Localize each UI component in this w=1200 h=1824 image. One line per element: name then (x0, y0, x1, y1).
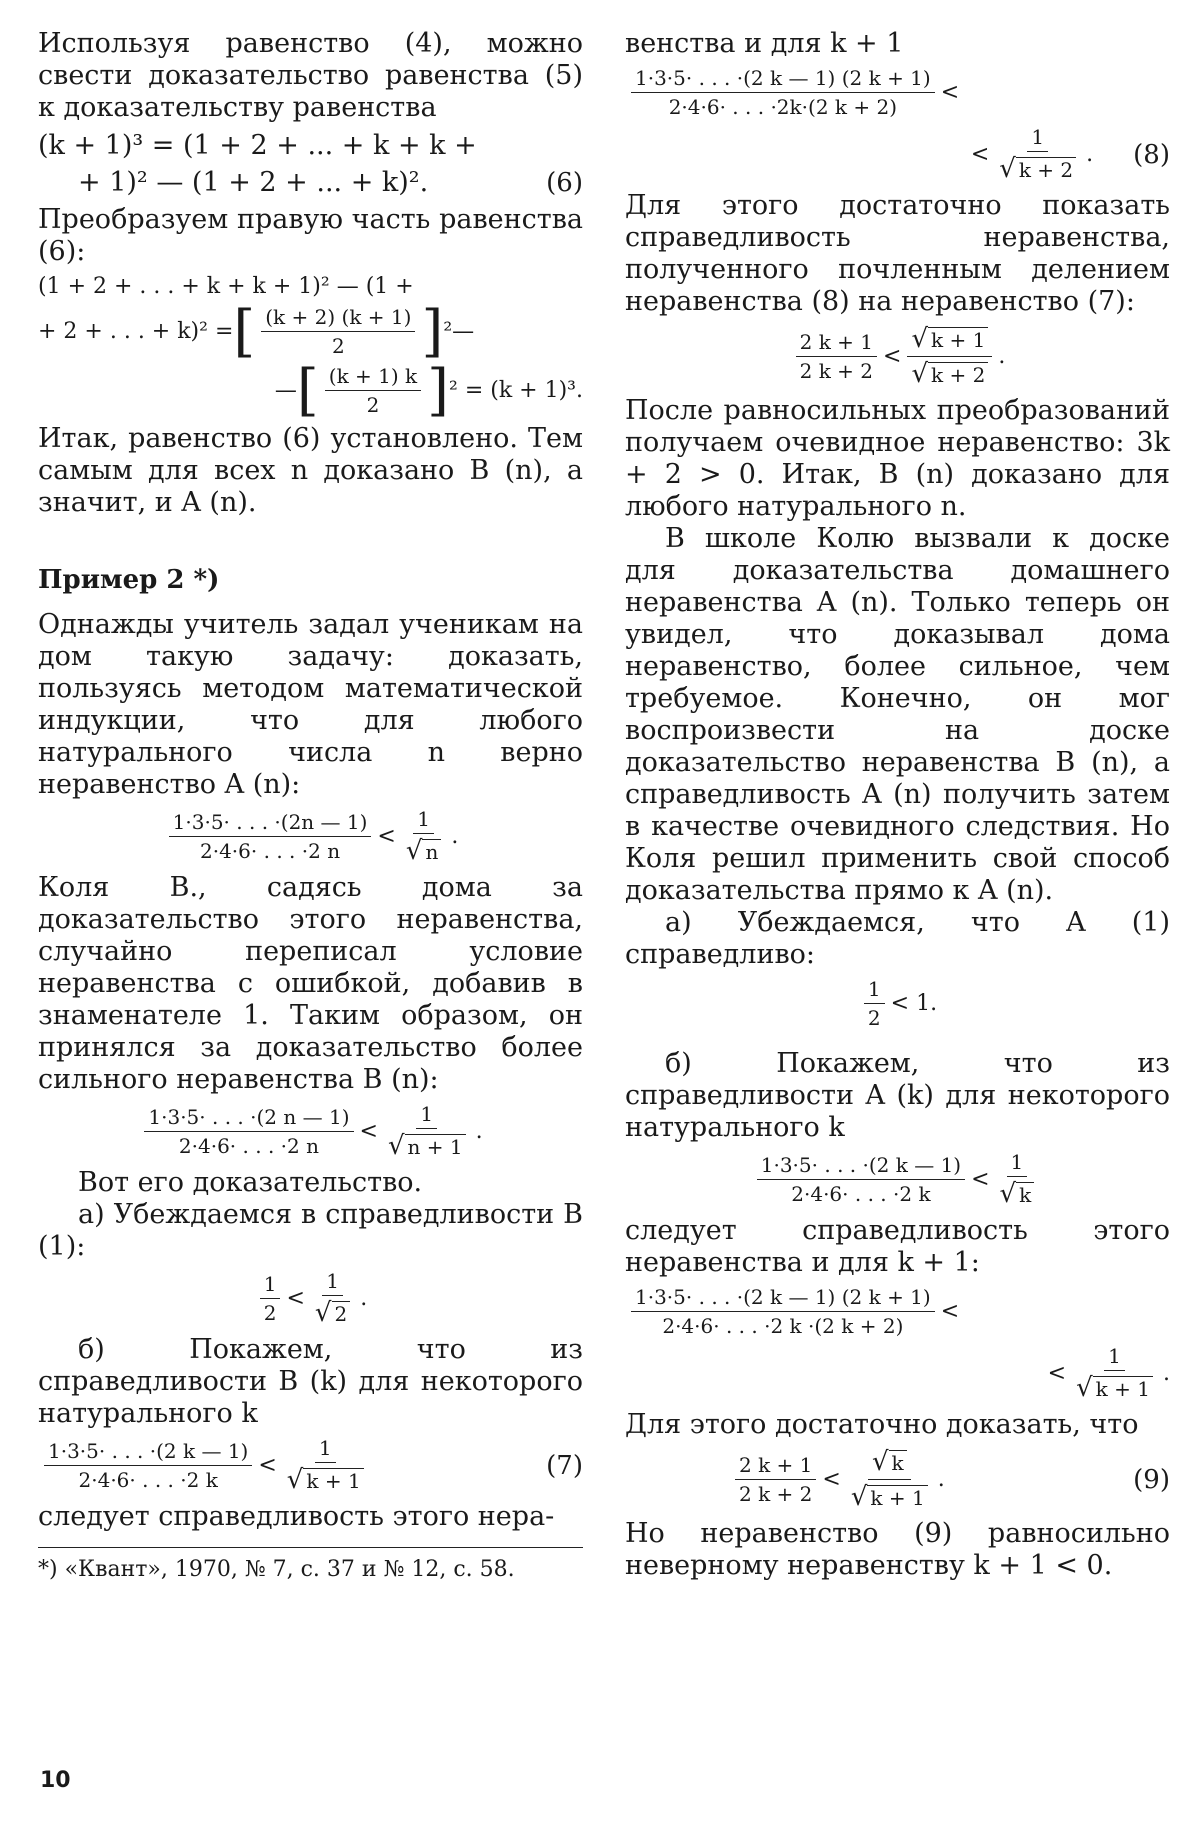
numerator: (k + 1) k (325, 364, 421, 391)
denominator: 2 (366, 393, 380, 417)
period: . (937, 1467, 945, 1492)
denominator: 2 k + 2 (799, 359, 874, 383)
denominator (847, 1480, 932, 1512)
numerator: 1 (260, 1272, 281, 1299)
less-than-sign: < (883, 344, 902, 369)
paragraph: а) Убеждаемся в справедливости B (1): (38, 1199, 583, 1262)
numerator: 1 (416, 1102, 437, 1129)
numerator: 1·3·5· . . . ·(2 k — 1) (2 k + 1) (631, 66, 935, 93)
period: . (998, 344, 1006, 369)
numerator: 1·3·5· . . . ·(2 n — 1) (144, 1105, 353, 1132)
denominator: 2·4·6· . . . ·2 n (178, 1134, 319, 1158)
fraction (631, 66, 935, 119)
period: . (451, 824, 459, 849)
radicand: k + 1 (303, 1468, 363, 1493)
fraction (260, 1272, 281, 1325)
less-than-sign: < (970, 142, 990, 167)
denominator: 2 k + 2 (739, 1482, 813, 1506)
sqrt-icon: √ (286, 1465, 304, 1495)
numerator: 1·3·5· . . . ·(2 k — 1) (2 k + 1) (631, 1285, 935, 1312)
denominator (311, 1296, 354, 1328)
less-than-sign: < (377, 824, 396, 849)
inequality-9 (625, 1447, 1170, 1512)
equation-tail: ² = (k + 1)³. (449, 378, 583, 403)
numerator: 2 k + 1 (735, 1453, 816, 1480)
paragraph: а) Убеждаемся, что A (1) справедливо: (625, 907, 1170, 970)
numerator: 1·3·5· . . . ·(2 k — 1) (44, 1439, 252, 1466)
less-than-sign: < (258, 1453, 277, 1478)
fraction (907, 324, 992, 389)
inequality-Ak (625, 1150, 1170, 1209)
inequality-B1 (38, 1269, 583, 1328)
fraction (169, 810, 372, 863)
radicand: n + 1 (405, 1134, 466, 1159)
less-than-sign: < (822, 1467, 841, 1492)
less-than-sign: < (971, 1167, 990, 1192)
numerator: 1 (322, 1269, 343, 1296)
paragraph: Для этого достаточно доказать, что (625, 1409, 1139, 1440)
denominator: 2·4·6· . . . ·2 n (200, 839, 341, 863)
left-column (38, 28, 583, 1584)
fraction (757, 1153, 965, 1206)
equation-6-cont (38, 167, 583, 198)
period: . (360, 1286, 368, 1311)
inequality-Ak1-rhs (625, 1344, 1170, 1403)
fraction (325, 364, 421, 417)
footnote-rule (38, 1547, 583, 1548)
sqrt-icon: √ (911, 324, 929, 354)
denominator (283, 1463, 368, 1495)
bracket-open: [ (233, 298, 256, 364)
numerator: 1·3·5· . . . ·(2 k — 1) (757, 1153, 965, 1180)
numerator: 1 (413, 807, 434, 834)
radicand: n (422, 839, 441, 864)
radicand: k + 1 (1093, 1376, 1153, 1401)
inequality-A1 (625, 977, 1170, 1030)
radicand: k + 2 (928, 362, 988, 387)
inequality-7 (38, 1436, 583, 1495)
inequality-B (38, 1102, 583, 1161)
denominator: 2 (331, 334, 345, 358)
less-than-sign: < (359, 1119, 378, 1144)
denominator: 2 (263, 1301, 277, 1325)
period: . (1086, 142, 1094, 167)
sqrt-icon: √ (850, 1482, 868, 1512)
numerator: (k + 2) (k + 1) (261, 305, 415, 332)
equation-tail: ²— (443, 319, 475, 344)
sqrt-icon: √ (314, 1298, 332, 1328)
less-than-sign: < (1047, 1361, 1067, 1386)
sqrt-icon: √ (999, 154, 1016, 184)
radicand: k + 2 (1016, 157, 1076, 182)
denominator (402, 834, 445, 866)
ratio-inequality (625, 324, 1170, 389)
denominator (384, 1129, 470, 1161)
paragraph: Коля В., садясь дома за доказательство этого неравенства, случайно переписал условие неравенства с ошибкой, добавив в знаменателе 1. Таким образом, он принялся за доказательство более сильного неравенства B (n): (38, 872, 583, 1095)
sqrt-icon: √ (911, 359, 929, 389)
fraction (1072, 1344, 1157, 1403)
period: . (475, 1119, 483, 1144)
radicand: k + 1 (867, 1485, 927, 1510)
less-than-sign: < (286, 1286, 305, 1311)
denominator: 2·4·6· . . . ·2k·(2 k + 2) (668, 95, 898, 119)
fraction (995, 125, 1080, 184)
equation-line: (k + 1)³ = (1 + 2 + ... + k + k + (38, 130, 477, 161)
equation-tag: (8) (1133, 139, 1170, 170)
numerator: 1 (1027, 125, 1048, 152)
paragraph: В школе Колю вызвали к доске для доказательства домашнего неравенства A (n). Только теперь он увидел, что доказывал дома неравенство, более сильное, чем требуемое. Конечно, он мог воспроизвести на доске доказательство неравенства B (n), а справедливость A (n) получить затем в качестве очевидного следствия. Но Коля решил применить свой способ доказательства прямо к A (n). (625, 523, 1170, 906)
denominator (1072, 1371, 1157, 1403)
radicand: k + 1 (928, 327, 988, 352)
inequality-8-rhs (625, 125, 1170, 184)
less-than-sign: < (940, 1299, 960, 1324)
equation-tag: (7) (546, 1450, 583, 1481)
radicand: k (889, 1450, 907, 1475)
transform-line-1 (38, 274, 583, 299)
fraction (384, 1102, 470, 1161)
sqrt-icon: √ (999, 1179, 1017, 1209)
denominator: 2·4·6· . . . ·2 k (78, 1468, 218, 1492)
fraction (261, 305, 415, 358)
fraction (864, 977, 885, 1030)
period: . (1163, 1361, 1170, 1386)
section-heading: Пример 2 *) (38, 565, 220, 595)
paragraph: венства и для k + 1 (625, 28, 904, 59)
fraction (311, 1269, 354, 1328)
equation-line: + 2 + . . . + k)² = (38, 319, 234, 344)
sqrt-icon: √ (387, 1131, 405, 1161)
equation-6 (38, 130, 583, 161)
page-number: 10 (40, 1768, 71, 1793)
equation-tag: (6) (546, 167, 583, 198)
fraction (144, 1105, 353, 1158)
numerator: 2 k + 1 (796, 330, 877, 357)
equation-line: + 1)² — (1 + 2 + ... + k)². (78, 167, 429, 198)
bracket-close: ] (427, 357, 450, 423)
paragraph: После равносильных преобразований получаем очевидное неравенство: 3k + 2 > 0. Итак, B (n) доказано для любого натурального n. (625, 395, 1170, 522)
sqrt-icon: √ (871, 1447, 889, 1477)
equation-tag: (9) (1133, 1464, 1170, 1495)
numerator: 1·3·5· . . . ·(2n — 1) (169, 810, 372, 837)
paragraph: б) Покажем, что из справедливости A (k) для некоторого натурального k (625, 1048, 1170, 1143)
numerator (868, 1447, 911, 1480)
sqrt-icon: √ (1076, 1373, 1093, 1403)
fraction (283, 1436, 368, 1495)
fraction (44, 1439, 252, 1492)
numerator: 1 (1104, 1344, 1125, 1371)
radicand: 2 (332, 1301, 351, 1326)
denominator (996, 1177, 1039, 1209)
fraction (796, 330, 877, 383)
sqrt-icon: √ (405, 836, 423, 866)
fraction (402, 807, 445, 866)
inequality-rhs: < 1. (890, 991, 938, 1016)
bracket-open: [ (296, 357, 319, 423)
equation-line: (1 + 2 + . . . + k + k + 1)² — (1 + (38, 274, 414, 299)
paragraph: следует справедливость этого нера- (38, 1501, 555, 1532)
numerator: 1 (864, 977, 885, 1004)
denominator (995, 152, 1080, 184)
paragraph: Однажды учитель задал ученикам на дом такую задачу: доказать, пользуясь методом математической индукции, что для любого натурального числа n верно неравенство A (n): (38, 609, 583, 800)
less-than-sign: < (940, 80, 960, 105)
bracket-close: ] (421, 298, 444, 364)
denominator: 2·4·6· . . . ·2 k (791, 1182, 931, 1206)
paragraph: Но неравенство (9) равносильно неверному неравенству k + 1 < 0. (625, 1518, 1170, 1581)
transform-line-3 (38, 357, 583, 423)
paragraph: Для этого достаточно показать справедливость неравенства, полученного почленным делением неравенства (8) на неравенство (7): (625, 190, 1170, 317)
paragraph: следует справедливость этого неравенства и для k + 1: (625, 1215, 1170, 1278)
denominator: 2 (867, 1006, 881, 1030)
footnote: *) «Квант», 1970, № 7, с. 37 и № 12, с. 58. (38, 1557, 515, 1582)
fraction (631, 1285, 935, 1338)
fraction (847, 1447, 932, 1512)
paragraph: б) Покажем, что из справедливости B (k) для некоторого натурального k (38, 1334, 583, 1429)
right-column (625, 28, 1170, 1582)
inequality-A (38, 807, 583, 866)
numerator: 1 (1007, 1150, 1028, 1177)
inequality-Ak1 (625, 1285, 1170, 1338)
numerator: 1 (315, 1436, 336, 1463)
denominator: 2·4·6· . . . ·2 k ·(2 k + 2) (662, 1314, 904, 1338)
radicand: k (1016, 1182, 1034, 1207)
paragraph: Итак, равенство (6) установлено. Тем самым для всех n доказано B (n), а значит, и A (n). (38, 423, 583, 518)
denominator (907, 357, 992, 389)
equation-head: — (274, 378, 297, 403)
paragraph: Вот его доказательство. (78, 1167, 423, 1198)
transform-line-2 (38, 298, 583, 364)
inequality-8 (625, 66, 1170, 119)
fraction (996, 1150, 1039, 1209)
fraction (735, 1453, 816, 1506)
numerator (907, 324, 992, 357)
paragraph: Преобразуем правую часть равенства (6): (38, 204, 583, 267)
paragraph: Используя равенство (4), можно свести доказательство равенства (5) к доказательству равенства (38, 28, 583, 123)
